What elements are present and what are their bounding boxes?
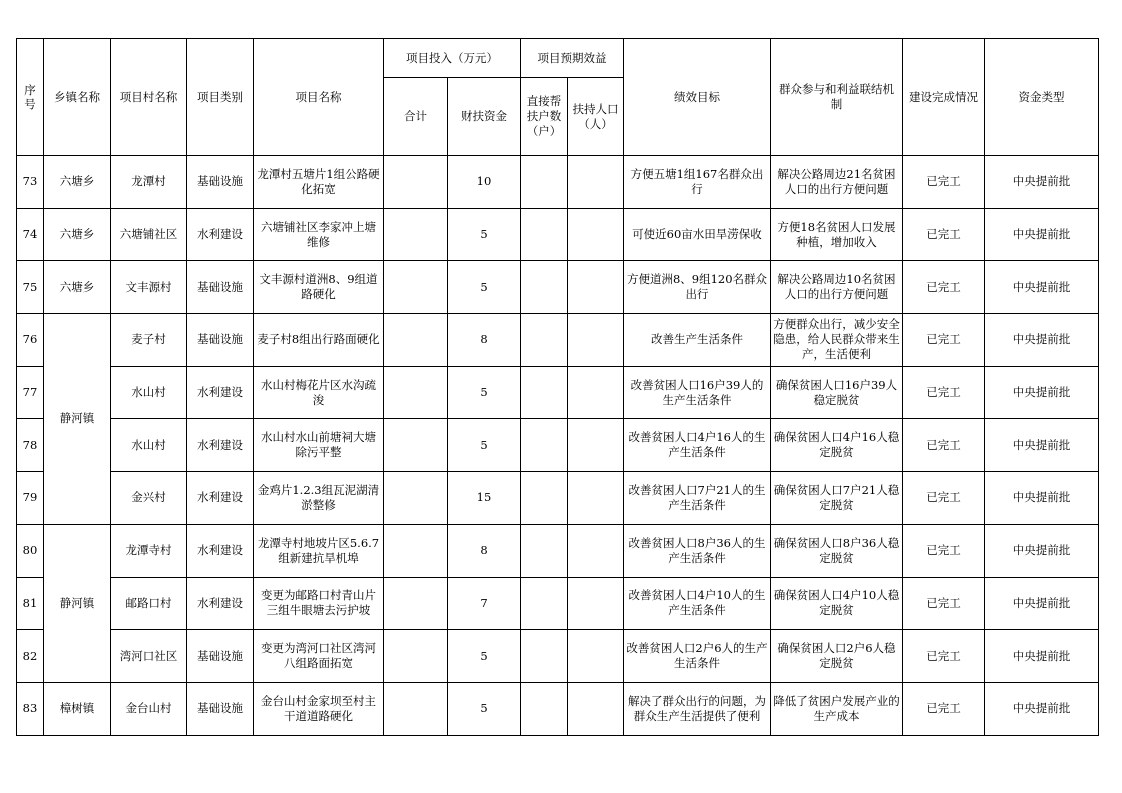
cell-status: 已完工 xyxy=(903,366,985,419)
cell-total xyxy=(384,208,448,261)
cell-seq: 75 xyxy=(17,261,44,314)
cell-fund-type: 中央提前批 xyxy=(985,314,1099,367)
cell-fund-type: 中央提前批 xyxy=(985,524,1099,577)
cell-category: 水利建设 xyxy=(187,472,254,525)
cell-project-name xyxy=(254,682,384,735)
table-row xyxy=(17,472,1099,525)
cell-households xyxy=(521,366,568,419)
cell-seq: 81 xyxy=(17,577,44,630)
cell-goal xyxy=(624,314,771,367)
cell-households xyxy=(521,156,568,209)
cell-mechanism xyxy=(771,366,903,419)
cell-village: 金兴村 xyxy=(111,472,187,525)
header-mechanism: 群众参与和利益联结机制 xyxy=(771,39,903,156)
cell-total xyxy=(384,261,448,314)
cell-goal xyxy=(624,577,771,630)
header-fund-type: 资金类型 xyxy=(985,39,1099,156)
cell-status: 已完工 xyxy=(903,419,985,472)
cell-fund-type: 中央提前批 xyxy=(985,577,1099,630)
cell-town: 六塘乡 xyxy=(44,261,111,314)
cell-fund-type: 中央提前批 xyxy=(985,419,1099,472)
cell-households xyxy=(521,524,568,577)
cell-fund: 5 xyxy=(448,630,521,683)
cell-seq: 74 xyxy=(17,208,44,261)
header-people: 扶持人口（人） xyxy=(568,78,624,156)
mechanism-text: 方便18名贫困人口发展种植，增加收入 xyxy=(777,219,896,249)
cell-goal xyxy=(624,524,771,577)
header-village: 项目村名称 xyxy=(111,39,187,156)
mechanism-text: 确保贫困人口8户36人稳定脱贫 xyxy=(773,535,900,565)
cell-households xyxy=(521,577,568,630)
goal-text: 改善贫困人口8户36人的生产生活条件 xyxy=(628,535,766,565)
cell-households xyxy=(521,472,568,525)
header-project-name: 项目名称 xyxy=(254,39,384,156)
cell-total xyxy=(384,366,448,419)
cell-fund: 15 xyxy=(448,472,521,525)
cell-project-name xyxy=(254,630,384,683)
table-row xyxy=(17,630,1099,683)
header-category: 项目类别 xyxy=(187,39,254,156)
goal-text: 改善贫困人口4户10人的生产生活条件 xyxy=(628,588,766,618)
table-row xyxy=(17,419,1099,472)
cell-fund: 5 xyxy=(448,208,521,261)
table-row xyxy=(17,208,1099,261)
header-goal: 绩效目标 xyxy=(624,39,771,156)
cell-mechanism xyxy=(771,208,903,261)
cell-fund-type: 中央提前批 xyxy=(985,208,1099,261)
project-table xyxy=(16,38,1099,736)
cell-village: 水山村 xyxy=(111,366,187,419)
cell-status: 已完工 xyxy=(903,630,985,683)
cell-goal xyxy=(624,208,771,261)
cell-fund-type: 中央提前批 xyxy=(985,630,1099,683)
cell-fund: 5 xyxy=(448,682,521,735)
cell-seq: 76 xyxy=(17,314,44,367)
table-row xyxy=(17,366,1099,419)
cell-fund-type: 中央提前批 xyxy=(985,472,1099,525)
header-benefit: 项目预期效益 xyxy=(521,39,624,78)
cell-fund: 10 xyxy=(448,156,521,209)
cell-town: 六塘乡 xyxy=(44,156,111,209)
name-text: 变更为湾河口社区湾河八组路面拓宽 xyxy=(261,641,376,671)
table-row xyxy=(17,682,1099,735)
cell-fund: 5 xyxy=(448,261,521,314)
cell-fund-type: 中央提前批 xyxy=(985,366,1099,419)
cell-seq: 79 xyxy=(17,472,44,525)
cell-mechanism xyxy=(771,682,903,735)
cell-people xyxy=(568,419,624,472)
cell-seq: 83 xyxy=(17,682,44,735)
header-status: 建设完成情况 xyxy=(903,39,985,156)
goal-text: 改善贫困人口7户21人的生产生活条件 xyxy=(628,482,766,512)
cell-category: 水利建设 xyxy=(187,524,254,577)
cell-status: 已完工 xyxy=(903,314,985,367)
cell-seq: 77 xyxy=(17,366,44,419)
table-row xyxy=(17,524,1099,577)
cell-village: 龙潭村 xyxy=(111,156,187,209)
cell-status: 已完工 xyxy=(903,261,985,314)
cell-total xyxy=(384,472,448,525)
cell-category: 基础设施 xyxy=(187,314,254,367)
cell-total xyxy=(384,630,448,683)
name-text: 龙潭村五塘片1组公路硬化拓宽 xyxy=(257,166,380,196)
cell-total xyxy=(384,682,448,735)
cell-fund: 8 xyxy=(448,524,521,577)
cell-status: 已完工 xyxy=(903,682,985,735)
cell-village: 金台山村 xyxy=(111,682,187,735)
cell-people xyxy=(568,577,624,630)
cell-category: 水利建设 xyxy=(187,419,254,472)
name-text: 水山村梅花片区水沟疏浚 xyxy=(261,377,376,407)
goal-text: 改善贫困人口4户16人的生产生活条件 xyxy=(628,430,766,460)
cell-status: 已完工 xyxy=(903,472,985,525)
goal-text: 改善贫困人口16户39人的生产生活条件 xyxy=(630,377,764,407)
cell-village: 邮路口村 xyxy=(111,577,187,630)
cell-fund-type: 中央提前批 xyxy=(985,156,1099,209)
cell-village: 文丰源村 xyxy=(111,261,187,314)
cell-goal xyxy=(624,261,771,314)
header-row-1 xyxy=(17,39,1099,78)
cell-households xyxy=(521,419,568,472)
table-row xyxy=(17,261,1099,314)
mechanism-text: 确保贫困人口4户10人稳定脱贫 xyxy=(773,588,900,618)
cell-project-name xyxy=(254,261,384,314)
header-seq: 序号 xyxy=(17,39,44,156)
cell-fund: 5 xyxy=(448,366,521,419)
cell-total xyxy=(384,156,448,209)
table-row xyxy=(17,577,1099,630)
mechanism-text: 解决公路周边10名贫困人口的出行方便问题 xyxy=(777,272,896,302)
header-total: 合计 xyxy=(384,78,448,156)
cell-mechanism xyxy=(771,472,903,525)
cell-category: 水利建设 xyxy=(187,577,254,630)
cell-seq: 80 xyxy=(17,524,44,577)
cell-village: 六塘铺社区 xyxy=(111,208,187,261)
cell-people xyxy=(568,261,624,314)
name-text: 金鸡片1.2.3组瓦泥湖清淤整修 xyxy=(257,482,380,512)
cell-households xyxy=(521,682,568,735)
cell-town: 樟树镇 xyxy=(44,682,111,735)
cell-total xyxy=(384,577,448,630)
cell-mechanism xyxy=(771,419,903,472)
header-town: 乡镇名称 xyxy=(44,39,111,156)
cell-seq: 73 xyxy=(17,156,44,209)
cell-town: 静河镇 xyxy=(44,524,111,682)
goal-text: 解决了群众出行的问题，为群众生产生活提供了便利 xyxy=(628,693,766,723)
name-text: 麦子村8组出行路面硬化 xyxy=(257,332,380,347)
cell-people xyxy=(568,630,624,683)
goal-text: 可使近60亩水田旱涝保收 xyxy=(632,227,762,242)
cell-category: 基础设施 xyxy=(187,156,254,209)
cell-households xyxy=(521,208,568,261)
cell-status: 已完工 xyxy=(903,156,985,209)
cell-village: 水山村 xyxy=(111,419,187,472)
mechanism-text: 确保贫困人口2户6人稳定脱贫 xyxy=(777,641,896,671)
cell-people xyxy=(568,156,624,209)
cell-people xyxy=(568,472,624,525)
cell-project-name xyxy=(254,156,384,209)
cell-total xyxy=(384,524,448,577)
mechanism-text: 降低了贫困户发展产业的生产成本 xyxy=(773,693,900,723)
name-text: 龙潭寺村地坡片区5.6.7组新建抗旱机埠 xyxy=(257,535,380,565)
cell-mechanism xyxy=(771,524,903,577)
cell-fund: 8 xyxy=(448,314,521,367)
cell-village: 麦子村 xyxy=(111,314,187,367)
cell-status: 已完工 xyxy=(903,524,985,577)
cell-project-name xyxy=(254,419,384,472)
cell-mechanism xyxy=(771,156,903,209)
cell-goal xyxy=(624,366,771,419)
cell-project-name xyxy=(254,314,384,367)
cell-town: 静河镇 xyxy=(44,314,111,525)
cell-goal xyxy=(624,472,771,525)
cell-mechanism xyxy=(771,314,903,367)
cell-fund: 7 xyxy=(448,577,521,630)
table-row xyxy=(17,156,1099,209)
cell-category: 水利建设 xyxy=(187,208,254,261)
header-fund: 财扶资金 xyxy=(448,78,521,156)
name-text: 文丰源村道洲8、9组道路硬化 xyxy=(259,272,378,302)
cell-project-name xyxy=(254,524,384,577)
cell-seq: 78 xyxy=(17,419,44,472)
table-row xyxy=(17,314,1099,367)
cell-project-name xyxy=(254,208,384,261)
cell-people xyxy=(568,314,624,367)
cell-fund: 5 xyxy=(448,419,521,472)
cell-seq: 82 xyxy=(17,630,44,683)
name-text: 六塘铺社区李家冲上塘维修 xyxy=(261,219,376,249)
cell-project-name xyxy=(254,366,384,419)
cell-households xyxy=(521,630,568,683)
cell-mechanism xyxy=(771,577,903,630)
cell-category: 基础设施 xyxy=(187,261,254,314)
cell-households xyxy=(521,261,568,314)
mechanism-text: 解决公路周边21名贫困人口的出行方便问题 xyxy=(777,166,896,196)
cell-village: 湾河口社区 xyxy=(111,630,187,683)
cell-total xyxy=(384,314,448,367)
cell-project-name xyxy=(254,472,384,525)
goal-text: 改善贫困人口2户6人的生产生活条件 xyxy=(626,641,768,671)
cell-fund-type: 中央提前批 xyxy=(985,682,1099,735)
name-text: 变更为邮路口村青山片三组牛眼塘去污护坡 xyxy=(261,588,376,618)
cell-goal xyxy=(624,156,771,209)
cell-category: 基础设施 xyxy=(187,682,254,735)
name-text: 金台山村金家坝至村主干道道路硬化 xyxy=(261,693,376,723)
cell-people xyxy=(568,524,624,577)
cell-town: 六塘乡 xyxy=(44,208,111,261)
cell-village: 龙潭寺村 xyxy=(111,524,187,577)
goal-text: 改善生产生活条件 xyxy=(651,332,743,347)
mechanism-text: 确保贫困人口7户21人稳定脱贫 xyxy=(773,482,900,512)
cell-status: 已完工 xyxy=(903,577,985,630)
cell-goal xyxy=(624,419,771,472)
cell-people xyxy=(568,208,624,261)
mechanism-text: 方便群众出行，减少安全隐患，给人民群众带来生产，生活便利 xyxy=(773,317,900,362)
mechanism-text: 确保贫困人口16户39人稳定脱贫 xyxy=(775,377,898,407)
header-households: 直接帮扶户数（户） xyxy=(521,78,568,156)
goal-text: 方便道洲8、9组120名群众出行 xyxy=(626,272,768,302)
cell-goal xyxy=(624,682,771,735)
goal-text: 方便五塘1组167名群众出行 xyxy=(630,166,764,196)
mechanism-text: 确保贫困人口4户16人稳定脱贫 xyxy=(773,430,900,460)
header-investment: 项目投入（万元） xyxy=(384,39,521,78)
cell-project-name xyxy=(254,577,384,630)
cell-status: 已完工 xyxy=(903,208,985,261)
cell-goal xyxy=(624,630,771,683)
cell-fund-type: 中央提前批 xyxy=(985,261,1099,314)
cell-people xyxy=(568,682,624,735)
cell-mechanism xyxy=(771,630,903,683)
cell-households xyxy=(521,314,568,367)
cell-category: 基础设施 xyxy=(187,630,254,683)
cell-people xyxy=(568,366,624,419)
cell-mechanism xyxy=(771,261,903,314)
cell-category: 水利建设 xyxy=(187,366,254,419)
name-text: 水山村水山前塘祠大塘除污平整 xyxy=(261,430,376,460)
cell-total xyxy=(384,419,448,472)
